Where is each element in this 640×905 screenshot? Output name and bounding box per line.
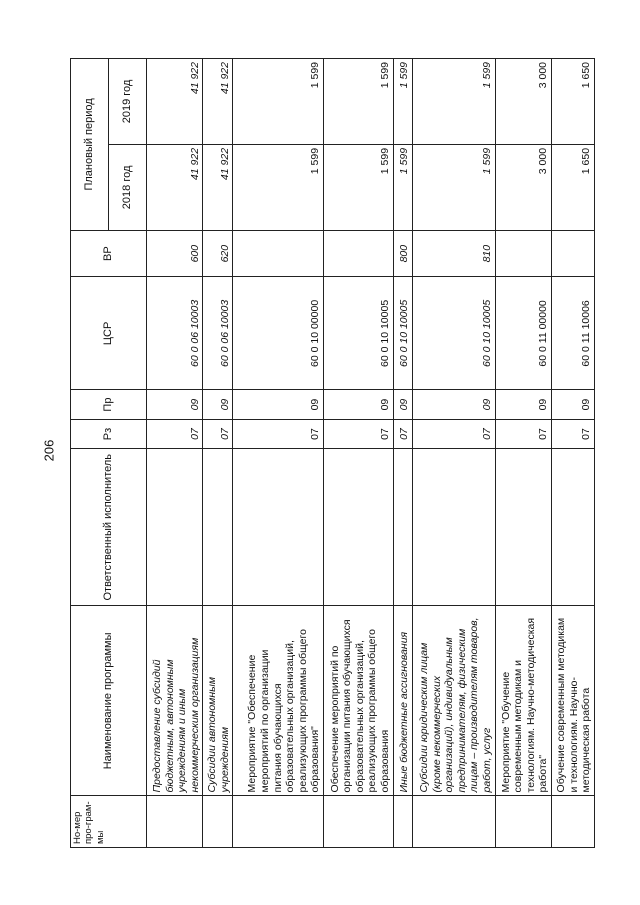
row-name: Обучение современным методикам и технологиям. Научно-методическая работа: [551, 606, 594, 796]
row-pr: 09: [495, 390, 551, 419]
row-2019: 1 599: [233, 59, 324, 145]
header-program-number: Но-мер про-грам-мы: [71, 796, 147, 848]
row-name: Субсидии юридическим лицам (кроме некоммерческих организаций), индивидуальным предпринимателям, физическим лицам – производителям товаров, работ, услуг: [412, 606, 495, 796]
row-pr: 09: [551, 390, 594, 419]
row-pr: 09: [393, 390, 412, 419]
row-rz: 07: [147, 419, 203, 448]
row-vr: 600: [147, 230, 203, 277]
row-name: Обеспечение мероприятий по организации питания обучающихся образовательных организаций, реализующих программы общего образования: [323, 606, 393, 796]
table-row: [147, 59, 203, 848]
table-row: [323, 59, 393, 848]
row-rz: 07: [323, 419, 393, 448]
row-csr: 60 0 06 10003: [203, 277, 233, 390]
row-name: Иные бюджетные ассигнования: [393, 606, 412, 796]
row-pr: 09: [147, 390, 203, 419]
row-2018: 1 650: [551, 144, 594, 230]
header-2019: 2019 год: [109, 59, 147, 145]
row-vr: 620: [203, 230, 233, 277]
page-number: 206: [41, 439, 57, 462]
table-row: [495, 59, 551, 848]
row-name: Предоставление субсидий бюджетным, автономным учреждениям и иным некоммерческим организациям: [147, 606, 203, 796]
budget-table: [70, 58, 595, 848]
row-csr: 60 0 10 10005: [393, 277, 412, 390]
row-csr: 60 0 11 10006: [551, 277, 594, 390]
row-pr: 09: [203, 390, 233, 419]
row-csr: 60 0 10 10005: [412, 277, 495, 390]
row-rz: 07: [551, 419, 594, 448]
table-row: [203, 59, 233, 848]
row-2019: 1 599: [412, 59, 495, 145]
row-csr: 60 0 06 10003: [147, 277, 203, 390]
row-vr: 810: [412, 230, 495, 277]
row-rz: 07: [412, 419, 495, 448]
header-responsible: Ответственный исполнитель: [71, 449, 147, 606]
row-2018: 1 599: [412, 144, 495, 230]
header-plan-period: Плановый период: [71, 59, 109, 231]
header-2018: 2018 год: [109, 144, 147, 230]
table-row: [233, 59, 324, 848]
header-vr: ВР: [71, 230, 147, 277]
row-vr: [233, 230, 324, 277]
row-2018: 3 000: [495, 144, 551, 230]
row-2018: 41 922: [203, 144, 233, 230]
row-pr: 09: [412, 390, 495, 419]
row-vr: 800: [393, 230, 412, 277]
row-csr: 60 0 11 00000: [495, 277, 551, 390]
row-rz: 07: [233, 419, 324, 448]
row-rz: 07: [203, 419, 233, 448]
row-csr: 60 0 10 00000: [233, 277, 324, 390]
row-2019: 1 599: [323, 59, 393, 145]
row-name: Субсидии автономным учреждениям: [203, 606, 233, 796]
header-pr: Пр: [71, 390, 147, 419]
row-2018: 41 922: [147, 144, 203, 230]
row-vr: [323, 230, 393, 277]
row-2018: 1 599: [233, 144, 324, 230]
row-2019: 41 922: [203, 59, 233, 145]
table-row: [412, 59, 495, 848]
row-csr: 60 0 10 10005: [323, 277, 393, 390]
row-2019: 3 000: [495, 59, 551, 145]
table-row: [393, 59, 412, 848]
row-2019: 1 599: [393, 59, 412, 145]
table-row: [551, 59, 594, 848]
budget-table-rotated: [70, 58, 595, 848]
header-program-name: Наименование программы: [71, 606, 147, 796]
row-2018: 1 599: [323, 144, 393, 230]
row-pr: 09: [323, 390, 393, 419]
row-vr: [495, 230, 551, 277]
row-vr: [551, 230, 594, 277]
row-2019: 1 650: [551, 59, 594, 145]
row-2018: 1 599: [393, 144, 412, 230]
row-name: Мероприятие "Обеспечение мероприятий по организации питания обучающихся образовательных организаций, реализующих программы общего образования": [233, 606, 324, 796]
row-name: Мероприятие "Обучение современным методикам и технологиям. Научно-методическая работа": [495, 606, 551, 796]
row-pr: 09: [233, 390, 324, 419]
row-rz: 07: [495, 419, 551, 448]
header-csr: ЦСР: [71, 277, 147, 390]
row-rz: 07: [393, 419, 412, 448]
header-rz: Рз: [71, 419, 147, 448]
row-2019: 41 922: [147, 59, 203, 145]
